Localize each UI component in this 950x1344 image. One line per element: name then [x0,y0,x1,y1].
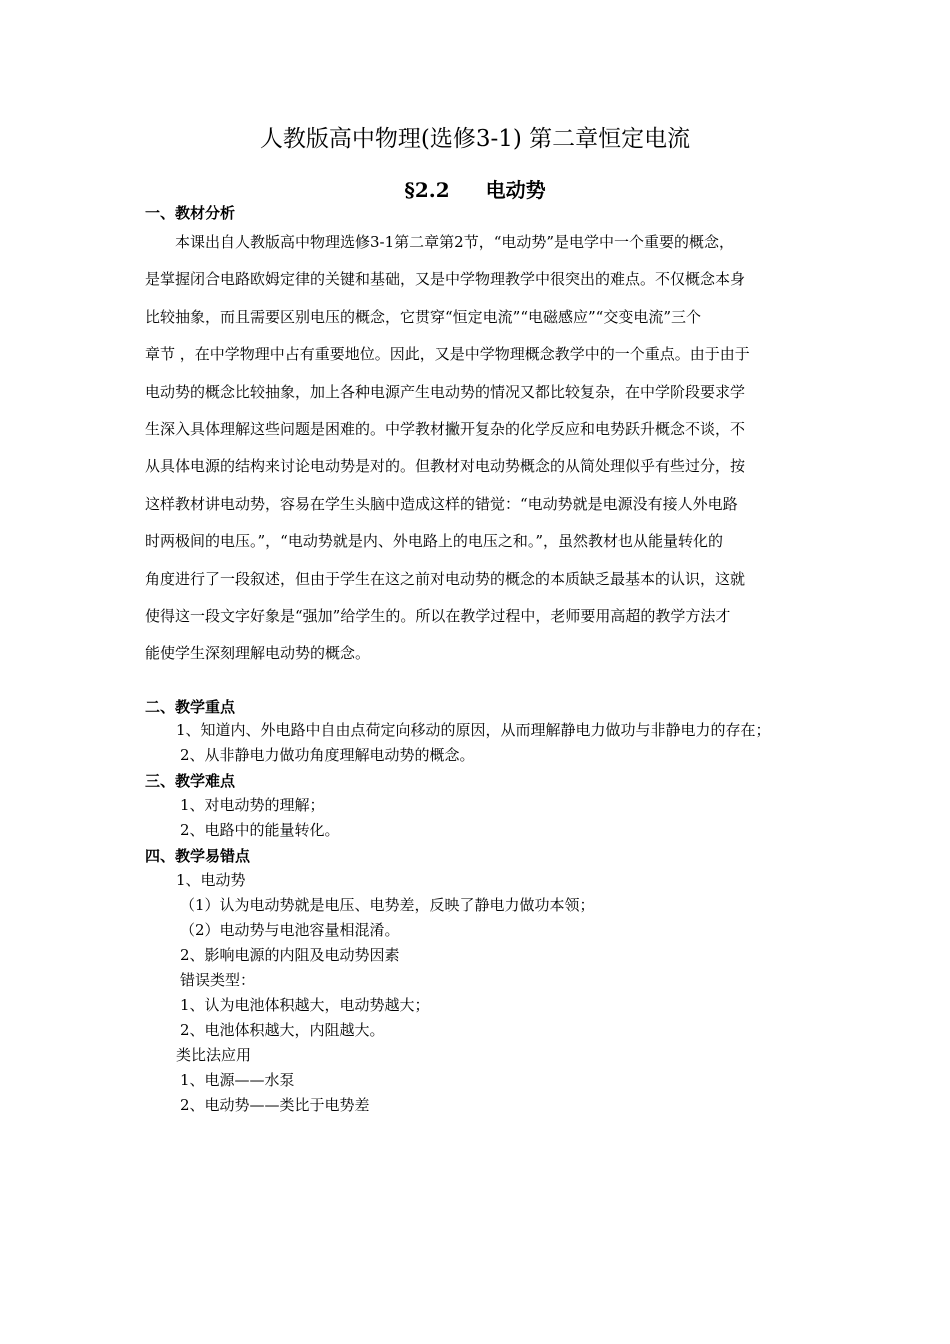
paragraph-line: 时两极间的电压。”，“电动势就是内、外电路上的电压之和。”，虽然教材也从能量转化的 [145,532,724,551]
difficulty-item: 2、电路中的能量转化。 [180,821,340,839]
difficulty-item: 1、对电动势的理解； [180,796,325,814]
paragraph-line: 本课出自人教版高中物理选修3-1第二章第2节，“电动势”是电学中一个重要的概念， [175,233,735,251]
mistake-item: （1）认为电动势就是电压、电势差，反映了静电力做功本领； [180,896,595,914]
section-name: 电动势 [485,178,546,202]
heading-teaching-key-points: 二、教学重点 [145,698,236,716]
textbook-analysis-paragraph [145,224,813,673]
heading-teaching-difficulties: 三、教学难点 [145,772,236,790]
key-point-item: 2、从非静电力做功角度理解电动势的概念。 [180,746,475,764]
mistake-item: 错误类型： [180,971,256,989]
mistake-item: 2、电池体积越大，内阻越大。 [180,1021,385,1039]
paragraph-line: 角度进行了一段叙述，但由于学生在这之前对电动势的概念的本质缺乏最基本的认识，这就 [145,569,746,588]
key-point-item: 1、知道内、外电路中自由点荷定向移动的原因，从而理解静电力做功与非静电力的存在； [176,721,771,739]
paragraph-line: 使得这一段文字好象是“强加”给学生的。所以在教学过程中，老师要用高超的教学方法才 [145,607,731,626]
paragraph-line: 比较抽象，而且需要区别电压的概念，它贯穿“恒定电流”“电磁感应”“交变电流”三个 [145,307,702,326]
heading-common-mistakes: 四、教学易错点 [145,847,251,865]
paragraph-line: 电动势的概念比较抽象，加上各种电源产生电动势的情况又都比较复杂，在中学阶段要求学 [145,382,746,401]
mistake-item: （2）电动势与电池容量相混淆。 [180,921,400,939]
paragraph-line: 章节 ，在中学物理中占有重要地位。因此，又是中学物理概念教学中的一个重点。由于由于 [145,345,750,364]
mistake-item: 2、电动势——类比于电势差 [180,1096,370,1114]
paragraph-line: 从具体电源的结构来讨论电动势是对的。但教材对电动势概念的从简处理似乎有些过分，按 [145,457,746,476]
section-number: §2.2 [404,178,450,202]
document-title: 人教版高中物理(选修3-1) 第二章恒定电流 [259,126,691,152]
paragraph-line: 生深入具体理解这些问题是困难的。中学教材撇开复杂的化学反应和电势跃升概念不谈，不 [145,420,746,439]
mistake-item: 1、电源——水泵 [180,1071,295,1089]
heading-textbook-analysis: 一、教材分析 [145,204,236,222]
paragraph-line: 这样教材讲电动势，容易在学生头脑中造成这样的错觉：“电动势就是电源没有接人外电路 [145,494,738,513]
section-title [0,174,950,203]
paragraph-line: 能使学生深刻理解电动势的概念。 [145,644,371,663]
mistake-item: 2、影响电源的内阻及电动势因素 [180,946,400,964]
mistake-item: 1、电动势 [176,871,246,889]
mistake-item: 类比法应用 [176,1046,252,1064]
paragraph-line: 是掌握闭合电路欧姆定律的关键和基础，又是中学物理教学中很突出的难点。不仅概念本身 [145,270,746,289]
mistake-item: 1、认为电池体积越大，电动势越大； [180,996,430,1014]
